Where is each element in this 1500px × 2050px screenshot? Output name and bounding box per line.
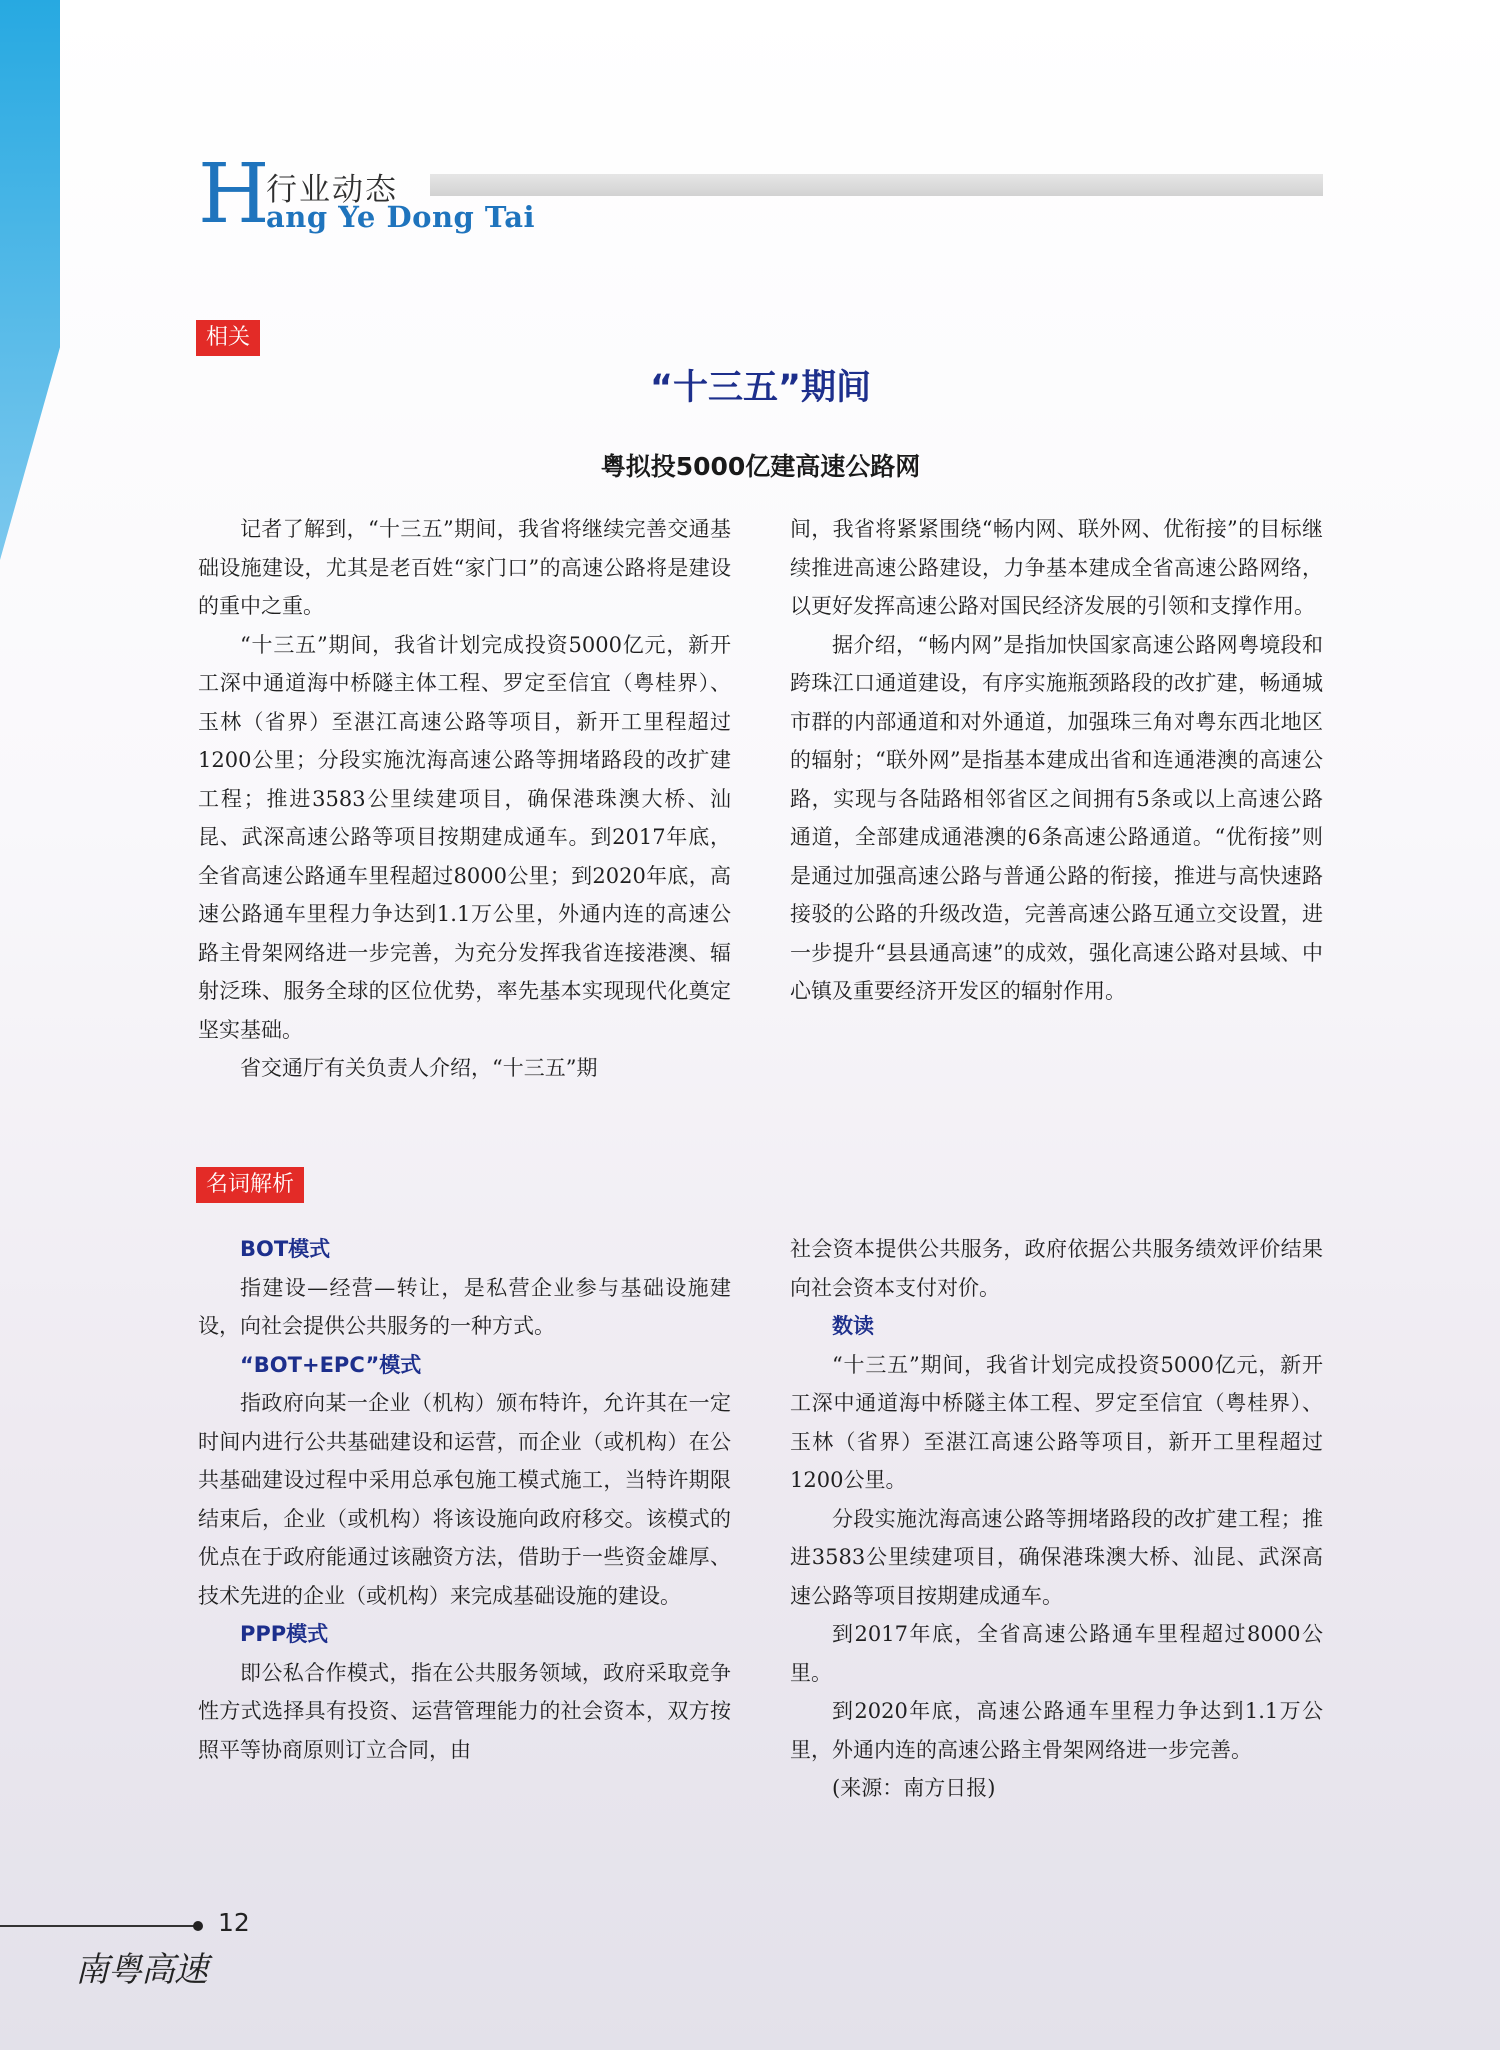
bot-term-text: 指建设—经营—转让，是私营企业参与基础设施建设，向社会提供公共服务的一种方式。 bbox=[198, 1275, 731, 1338]
figures-paragraph: 到2017年底，全省高速公路通车里程超过8000公里。 bbox=[790, 1622, 1323, 1685]
ppp-term-text-continued: 社会资本提供公共服务，政府依据公共服务绩效评价结果向社会资本支付对价。 bbox=[790, 1237, 1323, 1300]
article-column-left bbox=[198, 510, 731, 1088]
ppp-term-text: 即公私合作模式，指在公共服务领域，政府采取竞争性方式选择具有投资、运营管理能力的社会资本，双方按照平等协商原则订立合同，由 bbox=[198, 1660, 731, 1762]
glossary-tag: 名词解析 bbox=[196, 1167, 304, 1203]
figures-paragraph: “十三五”期间，我省计划完成投资5000亿元，新开工深中通道海中桥隧主体工程、罗定至信宜（粤桂界）、玉林（省界）至湛江高速公路等项目，新开工里程超过1200公里。 bbox=[790, 1352, 1323, 1492]
glossary-column-right bbox=[790, 1230, 1323, 1808]
article-paragraph: 省交通厅有关负责人介绍，“十三五”期 bbox=[240, 1056, 598, 1080]
header-initial: H bbox=[198, 147, 270, 242]
article-paragraph: 间，我省将紧紧围绕“畅内网、联外网、优衔接”的目标继续推进高速公路建设，力争基本建成全省高速公路网络，以更好发挥高速公路对国民经济发展的引领和支撑作用。 bbox=[790, 517, 1323, 618]
header-bar bbox=[430, 174, 1323, 196]
magazine-logo: 南粤高速 bbox=[75, 1950, 207, 1990]
related-tag: 相关 bbox=[196, 320, 260, 356]
glossary-column-left bbox=[198, 1230, 731, 1769]
figures-paragraph: 分段实施沈海高速公路等拥堵路段的改扩建工程；推进3583公里续建项目，确保港珠澳大桥、汕昆、武深高速公路等项目按期建成通车。 bbox=[790, 1506, 1323, 1608]
article-paragraph: 据介绍，“畅内网”是指加快国家高速公路网粤境段和跨珠江口通道建设，有序实施瓶颈路段的改扩建，畅通城市群的内部通道和对外通道，加强珠三角对粤东西北地区的辐射；“联外网”是指基本建成出省和连通港澳的高速公路，实现与各陆路相邻省区之间拥有5条或以上高速公路通道，全部建成通港澳的6条高速公路通道。“优衔接”则是通过加强高速公路与普通公路的衔接，推进与高快速路接驳的公路的升级改造，完善高速公路互通立交设置，进一步提升“县县通高速”的成效，强化高速公路对县域、中心镇及重要经济开发区的辐射作用。 bbox=[790, 632, 1323, 1003]
section-header bbox=[198, 147, 1323, 242]
article-subtitle: 粤拟投5000亿建高速公路网 bbox=[600, 452, 921, 481]
source-credit: (来源：南方日报) bbox=[832, 1776, 996, 1800]
article-column-right bbox=[790, 510, 1323, 1011]
article-title: “十三五”期间 bbox=[649, 368, 871, 408]
page-number: 12 bbox=[218, 1908, 250, 1937]
corner-accent bbox=[0, 0, 60, 560]
figures-title: 数读 bbox=[832, 1314, 874, 1338]
ppp-term-title: PPP模式 bbox=[240, 1622, 329, 1646]
footer-rule bbox=[0, 1925, 197, 1927]
botepc-term-title: “BOT+EPC”模式 bbox=[240, 1352, 422, 1377]
header-section-pinyin: ang Ye Dong Tai bbox=[266, 200, 536, 234]
article-paragraph: 记者了解到，“十三五”期间，我省将继续完善交通基础设施建设，尤其是老百姓“家门口”的高速公路将是建设的重中之重。 bbox=[198, 517, 731, 618]
botepc-term-text: 指政府向某一企业（机构）颁布特许，允许其在一定时间内进行公共基础建设和运营，而企业（或机构）在公共基础建设过程中采用总承包施工模式施工，当特许期限结束后，企业（或机构）将该设施向政府移交。该模式的优点在于政府能通过该融资方法，借助于一些资金雄厚、技术先进的企业（或机构）来完成基础设施的建设。 bbox=[198, 1391, 731, 1608]
footer-dot bbox=[193, 1921, 203, 1931]
bot-term-title: BOT模式 bbox=[240, 1237, 331, 1261]
figures-paragraph: 到2020年底，高速公路通车里程力争达到1.1万公里，外通内连的高速公路主骨架网络进一步完善。 bbox=[790, 1699, 1323, 1762]
header-section-name: 行业动态 bbox=[266, 172, 398, 208]
article-paragraph: “十三五”期间，我省计划完成投资5000亿元，新开工深中通道海中桥隧主体工程、罗定至信宜（粤桂界）、玉林（省界）至湛江高速公路等项目，新开工里程超过1200公里；分段实施沈海高速公路等拥堵路段的改扩建工程；推进3583公里续建项目，确保港珠澳大桥、汕昆、武深高速公路等项目按期建成通车。到2017年底，全省高速公路通车里程超过8000公里；到2020年底，高速公路通车里程力争达到1.1万公里，外通内连的高速公路主骨架网络进一步完善，为充分发挥我省连接港澳、辐射泛珠、服务全球的区位优势，率先基本实现现代化奠定坚实基础。 bbox=[198, 632, 731, 1042]
